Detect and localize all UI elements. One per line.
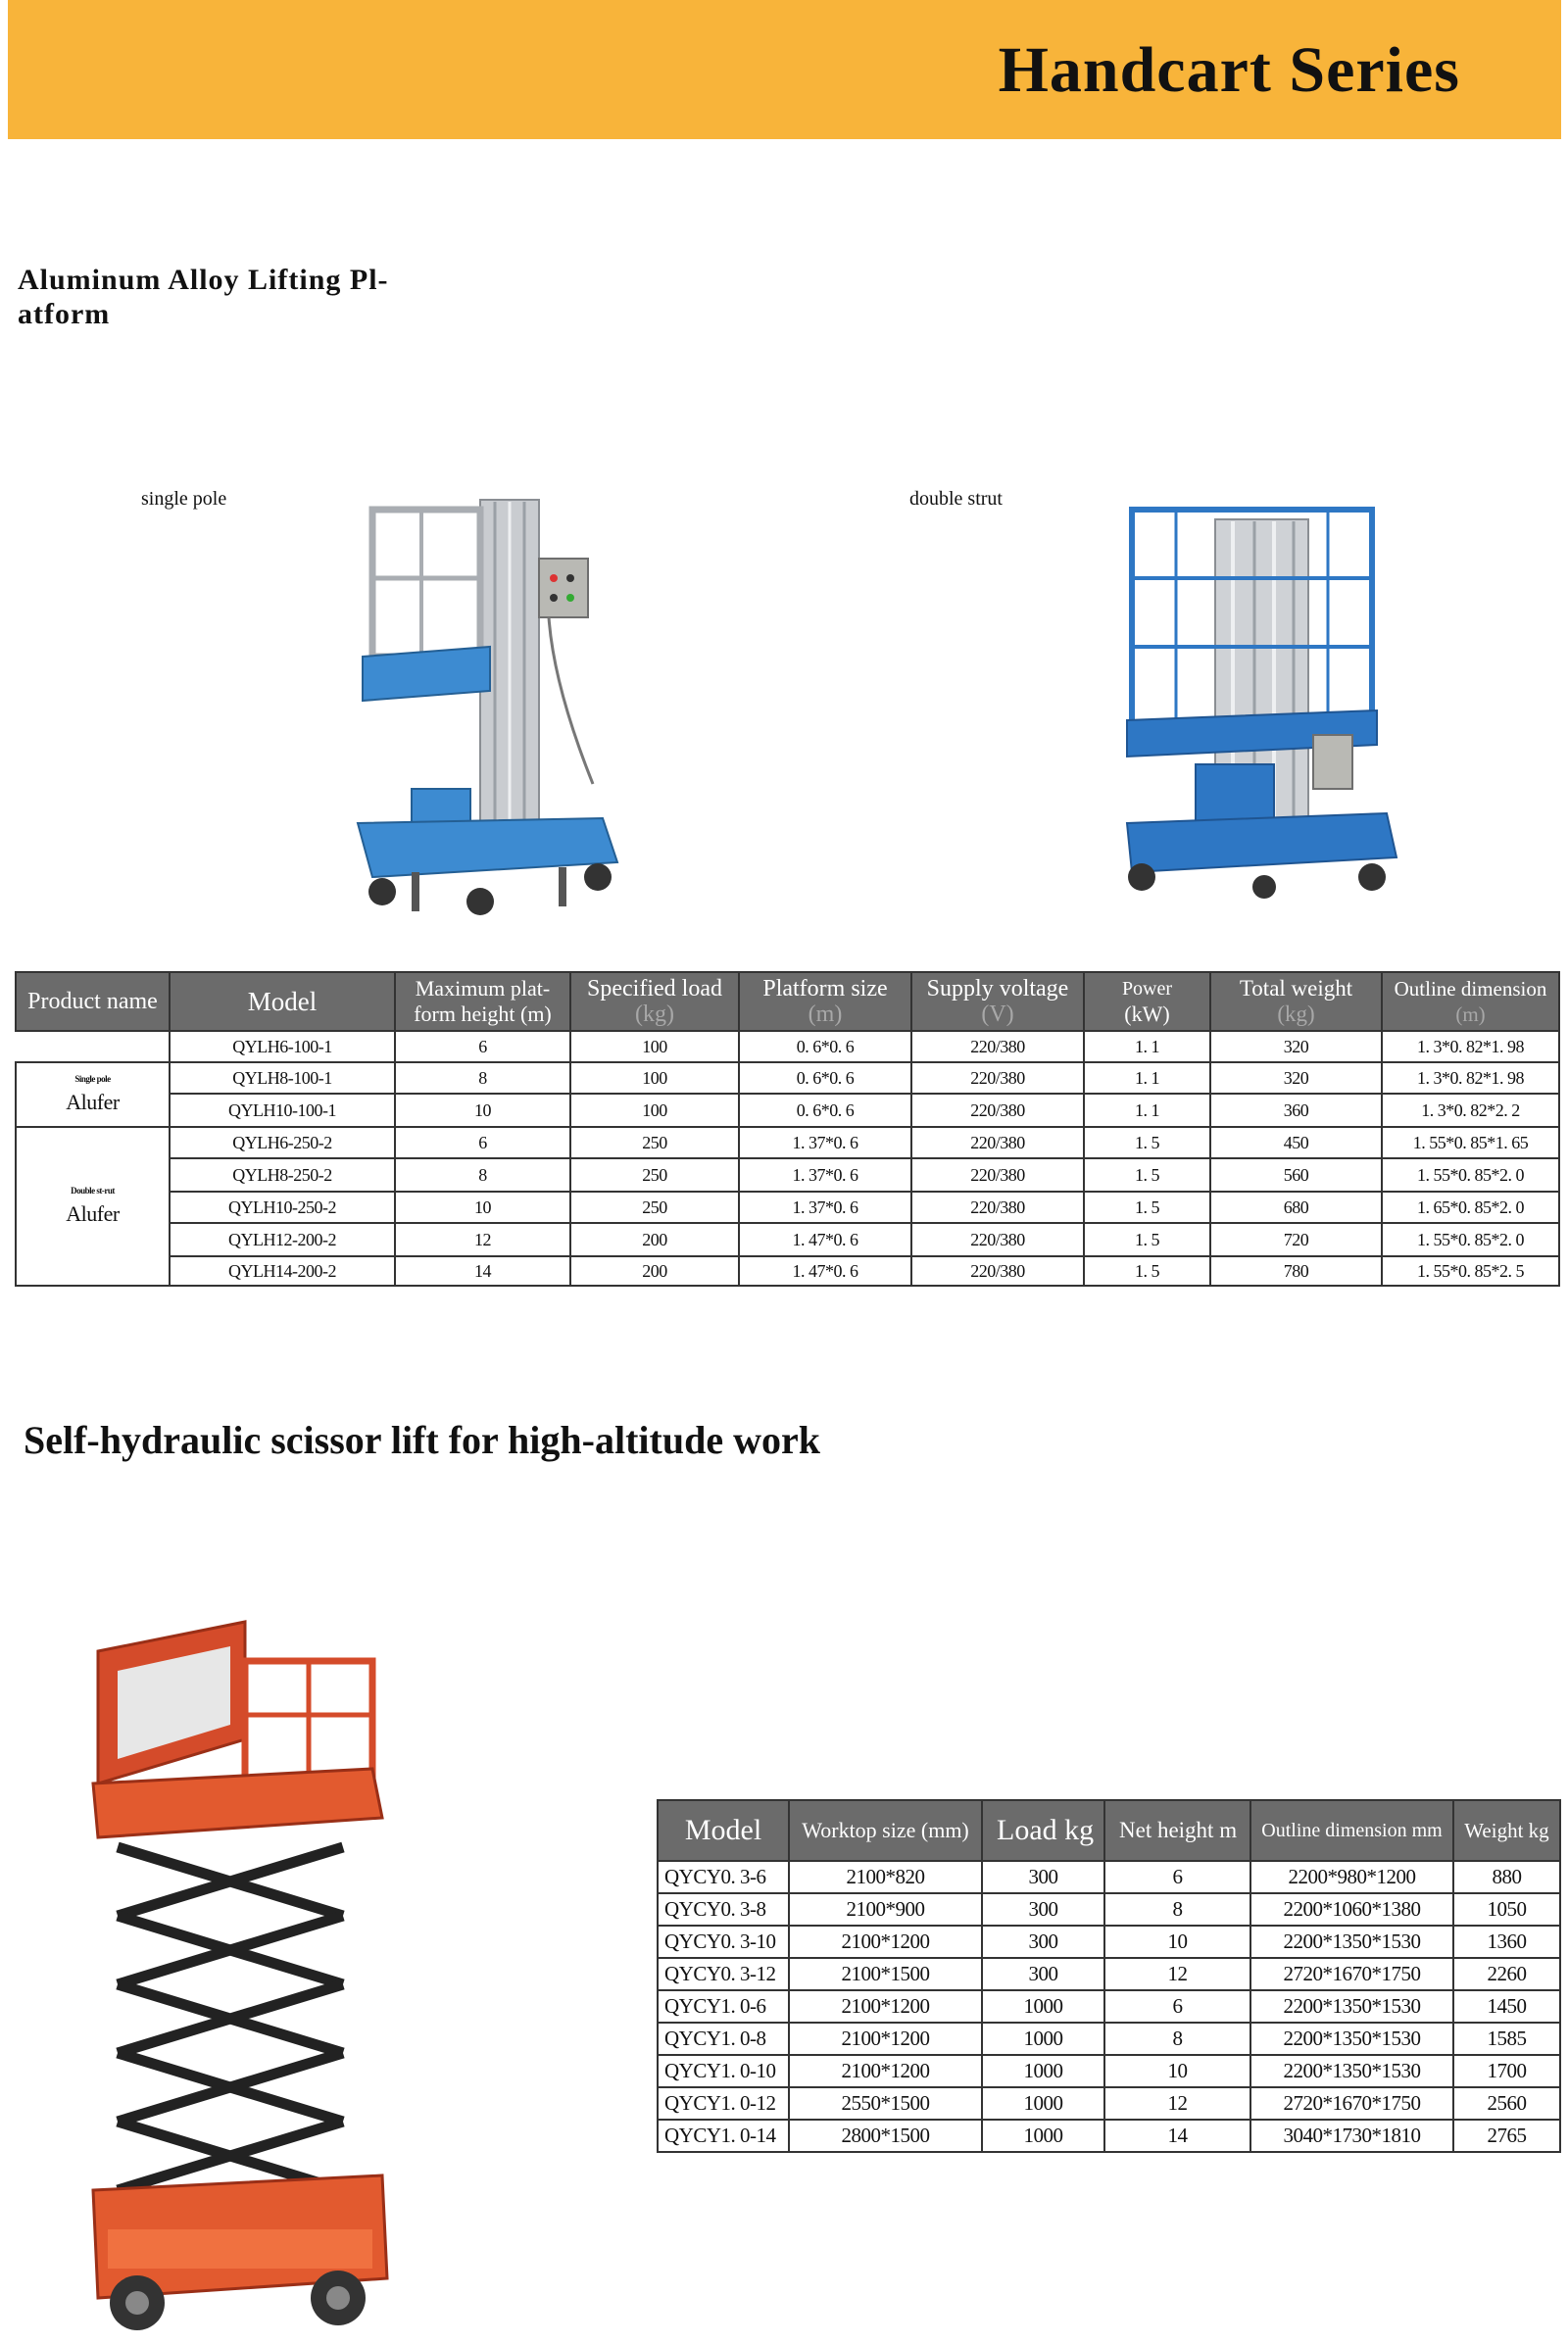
table-cell: 200 <box>570 1223 739 1256</box>
table-cell: 250 <box>570 1192 739 1223</box>
header-product-name: Product name <box>16 972 170 1031</box>
table-cell: 1000 <box>982 2055 1104 2087</box>
table-cell: 2100*1500 <box>789 1958 982 1990</box>
table-cell: 1. 37*0. 6 <box>739 1158 911 1192</box>
scissor-lift-spec-table <box>657 1799 1561 2153</box>
header-platform-size: Platform size (m) <box>739 972 911 1031</box>
header-power-unit: (kW) <box>1124 1002 1170 1026</box>
cell-model: QYCY1. 0-8 <box>658 2023 789 2055</box>
table-row <box>658 2055 1560 2087</box>
table-cell: 220/380 <box>911 1127 1084 1158</box>
table-row <box>658 1958 1560 1990</box>
table-cell: 2100*1200 <box>789 2023 982 2055</box>
header-banner <box>8 0 1561 139</box>
table-cell: 6 <box>395 1127 570 1158</box>
table-row <box>658 1990 1560 2023</box>
group-single-pole <box>16 1062 170 1127</box>
cell-model: QYCY1. 0-10 <box>658 2055 789 2087</box>
group-double-strut-label: Double st-rut <box>71 1186 115 1196</box>
table-cell: 100 <box>570 1094 739 1127</box>
table-cell: 1. 5 <box>1084 1158 1210 1192</box>
table-cell: 12 <box>395 1223 570 1256</box>
table-cell: 2560 <box>1453 2087 1560 2120</box>
table-cell: 10 <box>395 1192 570 1223</box>
table-cell: 10 <box>395 1094 570 1127</box>
table-cell: 780 <box>1210 1256 1382 1286</box>
table-row <box>658 2120 1560 2152</box>
table-cell: 1. 5 <box>1084 1256 1210 1286</box>
header-platform-unit: (m) <box>808 1002 843 1027</box>
header-dimension-unit: (m) <box>1455 1002 1486 1026</box>
table-cell: 720 <box>1210 1223 1382 1256</box>
table-cell: 2200*1350*1530 <box>1250 2055 1453 2087</box>
caption-single-pole: single pole <box>141 488 227 510</box>
table-cell: 1. 1 <box>1084 1062 1210 1094</box>
table-cell: 2765 <box>1453 2120 1560 2152</box>
table-cell: 1. 1 <box>1084 1094 1210 1127</box>
table-cell: 2200*1350*1530 <box>1250 1990 1453 2023</box>
table-cell: 1050 <box>1453 1893 1560 1926</box>
table-cell: 2200*1350*1530 <box>1250 2023 1453 2055</box>
table-cell: 1000 <box>982 1990 1104 2023</box>
table-cell <box>16 1031 170 1062</box>
table-cell: 2100*1200 <box>789 1990 982 2023</box>
table-cell: 320 <box>1210 1062 1382 1094</box>
header-load-unit: (kg) <box>635 1002 674 1027</box>
table-cell: 2800*1500 <box>789 2120 982 2152</box>
table-cell: 8 <box>1104 1893 1250 1926</box>
table-cell: 1. 5 <box>1084 1223 1210 1256</box>
table-cell: 680 <box>1210 1192 1382 1223</box>
table-cell: 8 <box>395 1158 570 1192</box>
cell-model: QYCY0. 3-6 <box>658 1861 789 1893</box>
table-cell: 220/380 <box>911 1192 1084 1223</box>
table-cell: 2260 <box>1453 1958 1560 1990</box>
header-worktop-size: Worktop size (mm) <box>789 1800 982 1861</box>
header-load: Load kg <box>982 1800 1104 1861</box>
group-double-strut <box>16 1127 170 1286</box>
table-cell: 250 <box>570 1158 739 1192</box>
group-single-pole-label: Single pole <box>74 1074 111 1084</box>
table-cell: 320 <box>1210 1031 1382 1062</box>
table-cell: 1. 3*0. 82*2. 2 <box>1382 1094 1559 1127</box>
table-cell: 1360 <box>1453 1926 1560 1958</box>
table-cell: 1. 55*0. 85*2. 0 <box>1382 1158 1559 1192</box>
cell-model: QYCY0. 3-12 <box>658 1958 789 1990</box>
table-cell: 1. 5 <box>1084 1192 1210 1223</box>
header-outline-dimension: Outline dimension mm <box>1250 1800 1453 1861</box>
table-cell: 1. 3*0. 82*1. 98 <box>1382 1031 1559 1062</box>
table-row <box>16 1158 1559 1192</box>
header-voltage-unit: (V) <box>981 1002 1014 1027</box>
cell-model: QYLH10-250-2 <box>170 1192 395 1223</box>
table-cell: 220/380 <box>911 1158 1084 1192</box>
table-cell: 2100*820 <box>789 1861 982 1893</box>
table-cell: 6 <box>395 1031 570 1062</box>
table-cell: 450 <box>1210 1127 1382 1158</box>
single-pole-lift-photo <box>353 490 637 921</box>
table-cell: 300 <box>982 1958 1104 1990</box>
table-row <box>16 1062 1559 1094</box>
table-row <box>16 1223 1559 1256</box>
cell-model: QYCY1. 0-12 <box>658 2087 789 2120</box>
header-max-height-line1: Maximum plat- <box>415 976 551 1001</box>
table-cell: 300 <box>982 1893 1104 1926</box>
table-cell: 8 <box>1104 2023 1250 2055</box>
table-cell: 2100*1200 <box>789 1926 982 1958</box>
table-cell: 1585 <box>1453 2023 1560 2055</box>
table-cell: 14 <box>395 1256 570 1286</box>
table-cell: 1. 37*0. 6 <box>739 1192 911 1223</box>
table-cell: 220/380 <box>911 1062 1084 1094</box>
table-cell: 0. 6*0. 6 <box>739 1062 911 1094</box>
table-cell: 1000 <box>982 2120 1104 2152</box>
cell-model: QYCY1. 0-6 <box>658 1990 789 2023</box>
header-net-height: Net height m <box>1104 1800 1250 1861</box>
group-single-pole-name: Alufer <box>66 1090 120 1114</box>
table-row <box>658 1926 1560 1958</box>
table-cell: 220/380 <box>911 1223 1084 1256</box>
table-cell: 1450 <box>1453 1990 1560 2023</box>
table-row <box>658 1861 1560 1893</box>
scissor-lift-photo <box>88 1612 392 2337</box>
table-row <box>16 1192 1559 1223</box>
header-supply-voltage: Supply voltage (V) <box>911 972 1084 1031</box>
table-cell: 2100*900 <box>789 1893 982 1926</box>
table-cell: 1. 55*0. 85*1. 65 <box>1382 1127 1559 1158</box>
section-title-aluminum-platform: Aluminum Alloy Lifting Pl-atform <box>18 264 389 330</box>
table-cell: 560 <box>1210 1158 1382 1192</box>
header-outline-dimension: Outline dimension (m) <box>1382 972 1559 1031</box>
table-cell: 1. 5 <box>1084 1127 1210 1158</box>
header-max-height <box>395 972 570 1031</box>
header-power: Power (kW) <box>1084 972 1210 1031</box>
table-cell: 1. 47*0. 6 <box>739 1223 911 1256</box>
table-cell: 2550*1500 <box>789 2087 982 2120</box>
table-cell: 1. 1 <box>1084 1031 1210 1062</box>
table-cell: 8 <box>395 1062 570 1094</box>
caption-double-strut: double strut <box>909 488 1003 510</box>
table-cell: 300 <box>982 1926 1104 1958</box>
table-cell: 2200*1350*1530 <box>1250 1926 1453 1958</box>
table-cell: 10 <box>1104 2055 1250 2087</box>
table-cell: 2720*1670*1750 <box>1250 1958 1453 1990</box>
table-cell: 1700 <box>1453 2055 1560 2087</box>
table-cell: 14 <box>1104 2120 1250 2152</box>
cell-model: QYLH10-100-1 <box>170 1094 395 1127</box>
table-cell: 6 <box>1104 1861 1250 1893</box>
header-max-height-line2: form height (m) <box>414 1002 552 1026</box>
table-cell: 2720*1670*1750 <box>1250 2087 1453 2120</box>
double-strut-lift-photo <box>1117 500 1401 911</box>
header-total-weight: Total weight (kg) <box>1210 972 1382 1031</box>
table-cell: 220/380 <box>911 1094 1084 1127</box>
table-row <box>16 1256 1559 1286</box>
table-cell: 1. 65*0. 85*2. 0 <box>1382 1192 1559 1223</box>
table-cell: 12 <box>1104 1958 1250 1990</box>
cell-model: QYLH6-100-1 <box>170 1031 395 1062</box>
table-cell: 220/380 <box>911 1256 1084 1286</box>
table-cell: 220/380 <box>911 1031 1084 1062</box>
table-cell: 12 <box>1104 2087 1250 2120</box>
table-cell: 880 <box>1453 1861 1560 1893</box>
cell-model: QYLH14-200-2 <box>170 1256 395 1286</box>
header-model: Model <box>658 1800 789 1861</box>
table-cell: 1000 <box>982 2087 1104 2120</box>
table-cell: 10 <box>1104 1926 1250 1958</box>
aluminum-platform-spec-table <box>15 971 1560 1287</box>
cell-model: QYLH6-250-2 <box>170 1127 395 1158</box>
table-cell: 1. 3*0. 82*1. 98 <box>1382 1062 1559 1094</box>
table-cell: 3040*1730*1810 <box>1250 2120 1453 2152</box>
table-cell: 1. 47*0. 6 <box>739 1256 911 1286</box>
table-cell: 250 <box>570 1127 739 1158</box>
cell-model: QYCY0. 3-10 <box>658 1926 789 1958</box>
table-cell: 1000 <box>982 2023 1104 2055</box>
table-row <box>16 1127 1559 1158</box>
cell-model: QYCY0. 3-8 <box>658 1893 789 1926</box>
table-cell: 100 <box>570 1062 739 1094</box>
table-row <box>16 1031 1559 1062</box>
table-cell: 1. 55*0. 85*2. 5 <box>1382 1256 1559 1286</box>
table-cell: 2200*980*1200 <box>1250 1861 1453 1893</box>
header-model: Model <box>170 972 395 1031</box>
table-row <box>16 1094 1559 1127</box>
table-cell: 6 <box>1104 1990 1250 2023</box>
table-cell: 0. 6*0. 6 <box>739 1031 911 1062</box>
table-cell: 2200*1060*1380 <box>1250 1893 1453 1926</box>
cell-model: QYCY1. 0-14 <box>658 2120 789 2152</box>
header-specified-load: Specified load (kg) <box>570 972 739 1031</box>
cell-model: QYLH8-100-1 <box>170 1062 395 1094</box>
page-title: Handcart Series <box>998 34 1460 106</box>
table-cell: 0. 6*0. 6 <box>739 1094 911 1127</box>
table-cell: 200 <box>570 1256 739 1286</box>
table-cell: 360 <box>1210 1094 1382 1127</box>
cell-model: QYLH12-200-2 <box>170 1223 395 1256</box>
header-weight: Weight kg <box>1453 1800 1560 1861</box>
table-cell: 1. 55*0. 85*2. 0 <box>1382 1223 1559 1256</box>
table-cell: 1. 37*0. 6 <box>739 1127 911 1158</box>
table-cell: 300 <box>982 1861 1104 1893</box>
cell-model: QYLH8-250-2 <box>170 1158 395 1192</box>
table-row <box>658 2087 1560 2120</box>
table-cell: 100 <box>570 1031 739 1062</box>
table-row <box>658 1893 1560 1926</box>
table-row <box>658 2023 1560 2055</box>
header-weight-unit: (kg) <box>1277 1002 1315 1026</box>
table-cell: 2100*1200 <box>789 2055 982 2087</box>
group-double-strut-name: Alufer <box>66 1201 120 1226</box>
section-title-scissor-lift: Self-hydraulic scissor lift for high-altitude work <box>24 1418 820 1462</box>
